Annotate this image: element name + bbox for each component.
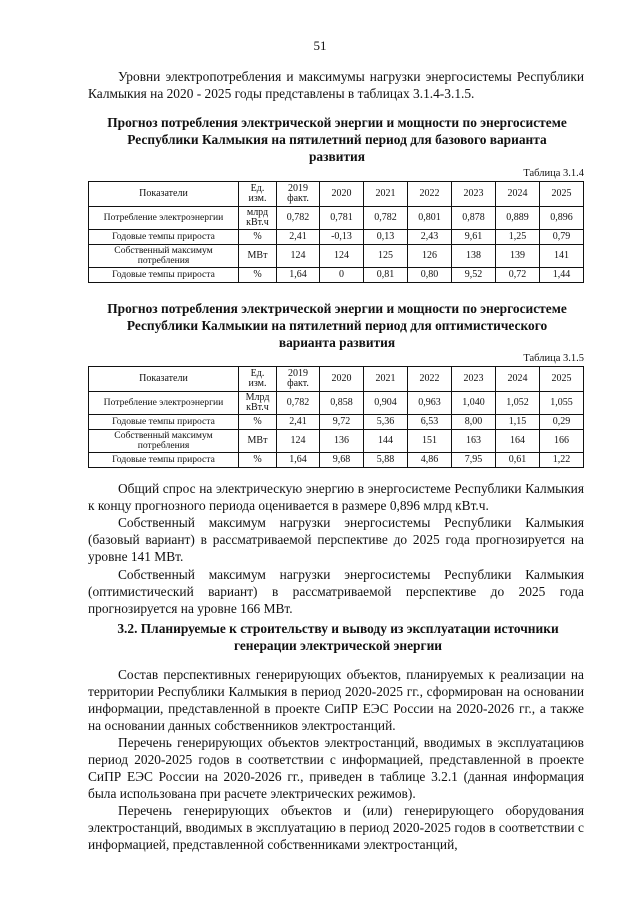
table1-header: 2022 (408, 182, 452, 207)
table2-header-row (89, 367, 584, 392)
table-cell: Потребление электроэнергии (89, 207, 239, 230)
table-cell: 1,22 (540, 453, 584, 468)
table-cell: 2,43 (408, 230, 452, 245)
table-cell: 141 (540, 245, 584, 268)
table-cell: 2,41 (277, 230, 320, 245)
table-row (89, 207, 584, 230)
table1-header: 2023 (452, 182, 496, 207)
table-cell: 124 (320, 245, 364, 268)
table-row (89, 230, 584, 245)
table2-header: 2022 (408, 367, 452, 392)
table-cell: 126 (408, 245, 452, 268)
table-cell: 0,79 (540, 230, 584, 245)
table-cell: 0,904 (364, 392, 408, 415)
table1-header: 2019 факт. (277, 182, 320, 207)
table-cell: 1,055 (540, 392, 584, 415)
table1-header: 2020 (320, 182, 364, 207)
table-cell: Собственный максимум потребления (89, 430, 239, 453)
table-cell: 9,72 (320, 415, 364, 430)
table-cell: 0,782 (277, 207, 320, 230)
generation-paragraph: Состав перспективных генерирующих объектов, планируемых к реализации на территории Республики Калмыкия в период 2020-2025 гг., сформирован на основании информации, представленной в проекте СиПР ЕЭС России на 2020-2026 гг., а также на основании данных собственников электростанций. (88, 667, 584, 733)
table-cell: % (239, 268, 277, 283)
table-cell: 0,72 (496, 268, 540, 283)
table-cell: 0 (320, 268, 364, 283)
demand-paragraph: Общий спрос на электрическую энергию в энергосистеме Республики Калмыкия к концу прогнозного периода оценивается в размере 0,896 млрд кВт.ч. (88, 481, 584, 513)
table-row (89, 392, 584, 415)
table-cell: Годовые темпы прироста (89, 230, 239, 245)
table-cell: 0,858 (320, 392, 364, 415)
table1-header: 2024 (496, 182, 540, 207)
table-row (89, 245, 584, 268)
page-number: 51 (313, 38, 327, 53)
table-cell: 0,29 (540, 415, 584, 430)
table-cell: 0,963 (408, 392, 452, 415)
table-cell: 0,781 (320, 207, 364, 230)
table1-header: Ед. изм. (239, 182, 277, 207)
table-cell: 5,88 (364, 453, 408, 468)
table-cell: Потребление электроэнергии (89, 392, 239, 415)
table-cell: -0,13 (320, 230, 364, 245)
table2-title: Прогноз потребления электрической энергии и мощности по энергосистеме Республики Калмыкии на пятилетний период для оптимистического варианта развития (107, 301, 567, 350)
table-cell: % (239, 230, 277, 245)
table-cell: 1,052 (496, 392, 540, 415)
table-cell: 144 (364, 430, 408, 453)
intro-paragraph: Уровни электропотребления и максимумы нагрузки энергосистемы Республики Калмыкия на 2020 - 2025 годы представлены в таблицах 3.1.4-3.1.5. (88, 69, 584, 101)
table-cell: 138 (452, 245, 496, 268)
table2-header: 2023 (452, 367, 496, 392)
table-cell: 0,889 (496, 207, 540, 230)
table-row (89, 453, 584, 468)
list-paragraph: Перечень генерирующих объектов электростанций, вводимых в эксплуатациюв период 2020-2025 годов в соответствии с информацией, представленной в проекте СиПР ЕЭС России на 2020-2026 гг., приведен в таблице 3.2.1 (данная информация была использована при расчете электрических режимов). (88, 735, 584, 801)
table-cell: 1,64 (277, 453, 320, 468)
table2-header: 2025 (540, 367, 584, 392)
table-row (89, 415, 584, 430)
table-cell: 163 (452, 430, 496, 453)
optimistic-max-paragraph: Собственный максимум нагрузки энергосистемы Республики Калмыкия (оптимистический вариант) в рассматриваемой перспективе до 2025 года прогнозируется на уровне 166 МВт. (88, 567, 584, 616)
table2-header: 2019 факт. (277, 367, 320, 392)
table-cell: % (239, 453, 277, 468)
table-cell: 9,52 (452, 268, 496, 283)
table-row (89, 430, 584, 453)
table2 (88, 366, 584, 468)
table-cell: Млрд кВт.ч (239, 392, 277, 415)
table-cell: 0,782 (277, 392, 320, 415)
table-cell: МВт (239, 245, 277, 268)
table-cell: 7,95 (452, 453, 496, 468)
table1 (88, 181, 584, 283)
table-cell: 166 (540, 430, 584, 453)
table-cell: 9,61 (452, 230, 496, 245)
table-cell: 1,25 (496, 230, 540, 245)
table-cell: 136 (320, 430, 364, 453)
section-title: 3.2. Планируемые к строительству и выводу из эксплуатации источники генерации электрической энергии (117, 621, 559, 653)
table-cell: 0,80 (408, 268, 452, 283)
table-cell: 0,896 (540, 207, 584, 230)
table-cell: 0,81 (364, 268, 408, 283)
table-cell: 2,41 (277, 415, 320, 430)
table-cell: Собственный максимум потребления (89, 245, 239, 268)
table1-caption: Таблица 3.1.4 (523, 168, 584, 179)
table-cell: 124 (277, 245, 320, 268)
table1-title: Прогноз потребления электрической энергии и мощности по энергосистеме Республики Калмыкия на пятилетний период для базового варианта развития (107, 115, 567, 164)
table-cell: млрд кВт.ч (239, 207, 277, 230)
table1-header: 2025 (540, 182, 584, 207)
table1-header: 2021 (364, 182, 408, 207)
table1-header-row (89, 182, 584, 207)
table-cell: 9,68 (320, 453, 364, 468)
table-cell: 0,878 (452, 207, 496, 230)
table1-header: Показатели (89, 182, 239, 207)
table-cell: 1,44 (540, 268, 584, 283)
table2-header: Ед. изм. (239, 367, 277, 392)
table2-header: 2021 (364, 367, 408, 392)
owners-paragraph: Перечень генерирующих объектов и (или) генерирующего оборудования электростанций, вводимых в эксплуатацию в период 2020-2025 годов в соответствии с информацией, представленной собственниками электростанций, (88, 803, 584, 852)
table-cell: 8,00 (452, 415, 496, 430)
table-cell: 0,801 (408, 207, 452, 230)
table-cell: 139 (496, 245, 540, 268)
table-cell: 164 (496, 430, 540, 453)
table-cell: Годовые темпы прироста (89, 453, 239, 468)
table2-header: 2020 (320, 367, 364, 392)
table-cell: 0,13 (364, 230, 408, 245)
table-cell: % (239, 415, 277, 430)
table2-container (88, 366, 584, 468)
table-cell: 1,15 (496, 415, 540, 430)
table-cell: 1,040 (452, 392, 496, 415)
table-row (89, 268, 584, 283)
table-cell: 151 (408, 430, 452, 453)
table-cell: Годовые темпы прироста (89, 415, 239, 430)
table-cell: 124 (277, 430, 320, 453)
table2-header: Показатели (89, 367, 239, 392)
table-cell: 1,64 (277, 268, 320, 283)
table1-container (88, 181, 584, 283)
table-cell: 0,61 (496, 453, 540, 468)
table-cell: Годовые темпы прироста (89, 268, 239, 283)
table-cell: 5,36 (364, 415, 408, 430)
base-max-paragraph: Собственный максимум нагрузки энергосистемы Республики Калмыкия (базовый вариант) в рассматриваемой перспективе до 2025 года прогнозируется на уровне 141 МВт. (88, 515, 584, 564)
table-cell: 6,53 (408, 415, 452, 430)
table-cell: 125 (364, 245, 408, 268)
table2-caption: Таблица 3.1.5 (523, 353, 584, 364)
table2-header: 2024 (496, 367, 540, 392)
table-cell: 0,782 (364, 207, 408, 230)
table-cell: 4,86 (408, 453, 452, 468)
table-cell: МВт (239, 430, 277, 453)
